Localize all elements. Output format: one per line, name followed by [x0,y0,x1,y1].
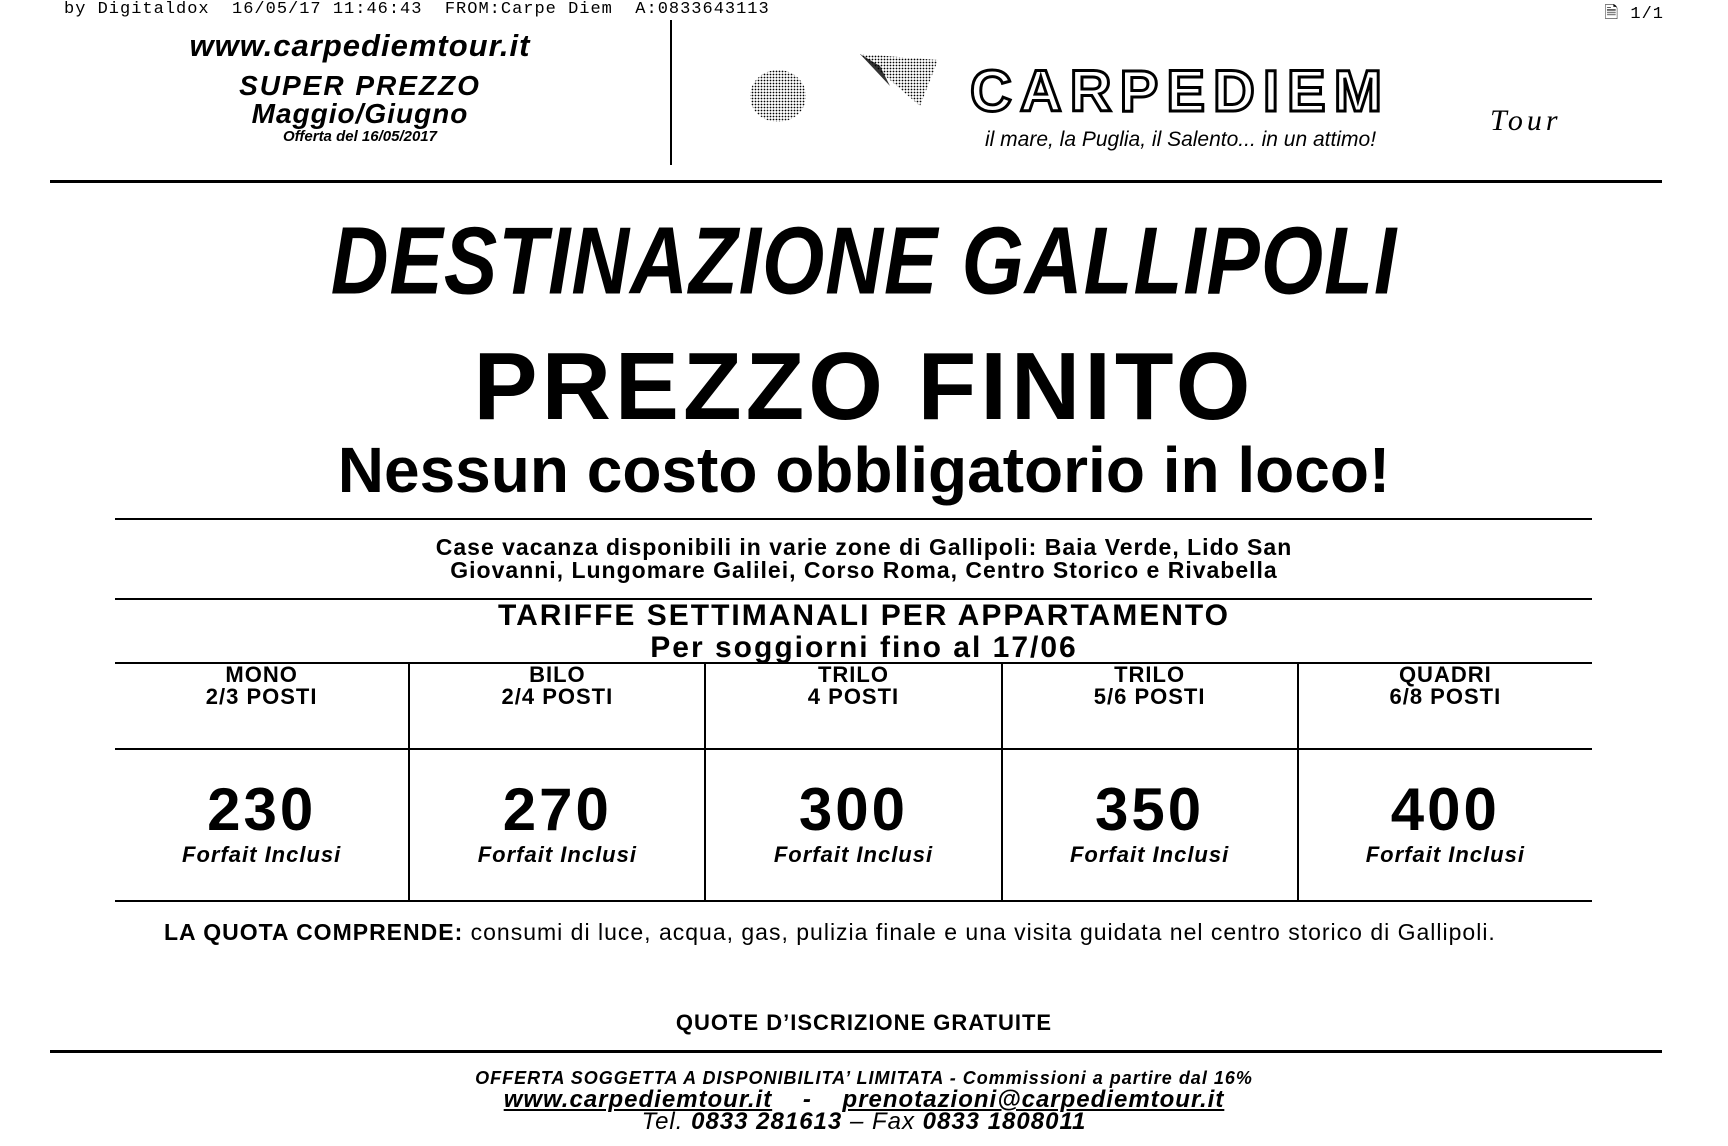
intro-line-2: Giovanni, Lungomare Galilei, Corso Roma, Centro Storico e Rivabella [450,557,1278,583]
fax-label: – Fax [849,1108,915,1135]
footer-email-link[interactable]: prenotazioni@carpediemtour.it [842,1086,1225,1113]
tel-label: Tel. [641,1108,684,1135]
rate-type: TRILO [1114,662,1186,687]
rate-price-cell [1298,749,1592,901]
rate-capacity: 2/4 POSTI [501,684,614,709]
fax-header [64,0,1664,24]
rate-header-cell [1002,663,1298,749]
rate-price: 400 [1390,776,1500,843]
rate-header-cell [115,663,409,749]
rate-type: MONO [225,662,298,687]
quota-label: LA QUOTA COMPRENDE: [164,919,464,945]
rate-type: QUADRI [1398,662,1492,687]
rate-capacity: 4 POSTI [807,684,900,709]
free-registration: QUOTE D’ISCRIZIONE GRATUITE [675,1010,1053,1035]
sail-logo-icon [730,46,950,136]
headline-prezzo-finito: PREZZO FINITO [473,333,1255,440]
footer-disclaimer: OFFERTA SOGGETTA A DISPONIBILITA’ LIMITATA - Commissioni a partire dal 16% [475,1068,1253,1088]
fax-number: 0833 1808011 [922,1108,1087,1135]
footer-contacts [0,1108,1728,1136]
rate-note: Forfait Inclusi [477,842,637,867]
rate-header-cell [705,663,1001,749]
rates-price-row [115,749,1592,901]
rate-note: Forfait Inclusi [1069,842,1230,867]
quota-text: consumi di luce, acqua, gas, pulizia finale e una visita guidata nel centro storico di Gallipoli. [463,919,1496,945]
rates-subtitle: Per soggiorni fino al 17/06 [650,631,1078,664]
rate-header-cell [409,663,705,749]
header-divider [670,20,672,165]
fax-header-text: by Digitaldox 16/05/17 11:46:43 FROM:Carpe Diem A:0833643113 [64,0,770,19]
rate-capacity: 2/3 POSTI [205,684,318,709]
header-website-link[interactable]: www.carpediemtour.it [189,28,531,63]
rate-price: 300 [798,776,909,843]
footer-website-link[interactable]: www.carpediemtour.it [503,1086,773,1113]
rate-price: 230 [207,776,317,843]
footer-rule [50,1050,1662,1053]
page-icon: 🗎 [1604,5,1620,24]
headline-no-cost: Nessun costo obbligatorio in loco! [337,434,1391,506]
logo-brand-text: CARPEDIEM [970,59,1391,124]
tel-number: 0833 281613 [691,1108,843,1135]
headline-destination: DESTINAZIONE GALLIPOLI [330,207,1398,314]
rate-note: Forfait Inclusi [1365,842,1525,867]
offer-period: Maggio/Giugno [251,98,469,129]
rate-note: Forfait Inclusi [773,842,934,867]
intro-top-rule [115,518,1592,520]
intro-text [0,536,1728,582]
intro-line-1: Case vacanza disponibili in varie zone di Gallipoli: Baia Verde, Lido San [435,534,1293,560]
carpediem-logo [730,40,1650,160]
rate-capacity: 5/6 POSTI [1093,684,1206,709]
super-prezzo: SUPER PREZZO [239,70,481,101]
rate-capacity: 6/8 POSTI [1389,684,1502,709]
fax-page-number: 1/1 [1630,5,1664,24]
logo-tour-text: Tour [1490,104,1562,137]
rates-table [115,662,1592,902]
header-left [50,28,670,145]
rate-type: TRILO [817,662,889,687]
footer-separator: - [802,1086,812,1113]
rates-title: TARIFFE SETTIMANALI PER APPARTAMENTO [498,599,1230,632]
rate-price-cell [115,749,409,901]
rate-price-cell [409,749,705,901]
rate-price-cell [705,749,1001,901]
offer-date: Offerta del 16/05/2017 [283,128,437,145]
header-rule [50,180,1662,183]
rate-price-cell [1002,749,1298,901]
rate-price: 270 [502,776,612,843]
rate-header-cell [1298,663,1592,749]
rate-note: Forfait Inclusi [182,842,342,867]
fax-page-indicator [1605,0,1664,29]
rate-type: BILO [529,662,586,687]
rates-heading [0,600,1728,664]
rate-price: 350 [1095,776,1205,843]
rates-header-row [115,663,1592,749]
quota-comprende [164,919,1584,945]
logo-tagline: il mare, la Puglia, il Salento... in un attimo! [985,128,1377,151]
